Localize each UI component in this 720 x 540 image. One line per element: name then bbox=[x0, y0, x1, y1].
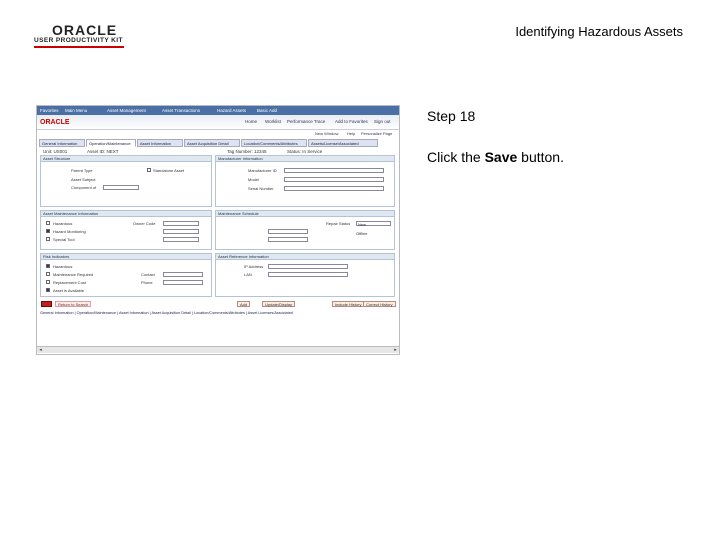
tab-acquisition-detail[interactable]: Asset Acquisition Detail bbox=[184, 139, 240, 147]
panel-header: Manufacturer Information bbox=[216, 156, 394, 162]
update-display-button[interactable]: Update/Display bbox=[262, 301, 295, 307]
repair-status-select[interactable]: New bbox=[356, 221, 391, 226]
maint-required-label: Maintenance Required bbox=[53, 272, 94, 277]
menu-favorites[interactable]: Favorites bbox=[40, 108, 59, 113]
hazard-checkbox[interactable] bbox=[46, 221, 50, 225]
nav-add-favorites[interactable]: Add to Favorites bbox=[335, 119, 368, 124]
document-title: Identifying Hazardous Assets bbox=[515, 24, 683, 39]
oracle-upk-logo bbox=[34, 22, 124, 48]
instruction-target: Save bbox=[484, 149, 518, 165]
risk-indicators-panel bbox=[40, 253, 212, 297]
component-of-label: Component of bbox=[71, 185, 97, 190]
replacement-cost-label: Replacement Cost bbox=[53, 280, 86, 285]
asset-available-label: Asset is Available bbox=[53, 288, 85, 293]
save-button[interactable] bbox=[41, 301, 52, 307]
menu-asset-management[interactable]: Asset Management bbox=[107, 108, 146, 113]
include-history-button[interactable]: Include History bbox=[332, 301, 364, 307]
step-instruction bbox=[427, 149, 564, 165]
asset-available-checkbox[interactable] bbox=[46, 288, 50, 292]
parent-type-label: Parent Type bbox=[71, 168, 93, 173]
status-value: Status: In Service bbox=[287, 149, 323, 154]
phone-input[interactable] bbox=[163, 280, 203, 285]
scroll-left-icon[interactable]: ◂ bbox=[39, 347, 42, 353]
manufacturer-id-input[interactable] bbox=[284, 168, 384, 173]
ip-address-label: IP Address bbox=[244, 264, 264, 269]
offline-label: Offline bbox=[356, 231, 368, 236]
lan-label: LAN bbox=[244, 272, 252, 277]
panel-header: Asset Structure bbox=[41, 156, 211, 162]
menu-bar bbox=[37, 106, 399, 115]
tab-assets-license[interactable]: Assets/License/Associated bbox=[308, 139, 378, 147]
repair-status-label: Repair Status bbox=[326, 221, 351, 226]
nav-home[interactable]: Home bbox=[245, 119, 258, 124]
asset-id-value: Asset ID: NEXT bbox=[87, 149, 119, 154]
manufacturer-id-label: Manufacturer ID bbox=[248, 168, 277, 173]
asset-subject-label: Asset Subject bbox=[71, 177, 96, 182]
lan-input[interactable] bbox=[268, 272, 348, 277]
app-logo: ORACLE bbox=[40, 119, 70, 126]
instruction-suffix: button. bbox=[517, 149, 564, 165]
serial-input[interactable] bbox=[284, 186, 384, 191]
risk-checkbox-1[interactable] bbox=[46, 264, 50, 268]
instruction-prefix: Click the bbox=[427, 149, 485, 165]
add-button[interactable]: Add bbox=[237, 301, 250, 307]
asset-structure-panel bbox=[40, 155, 212, 207]
step-label: Step 18 bbox=[427, 108, 476, 124]
tab-asset-information[interactable]: Asset Information bbox=[137, 139, 183, 147]
logo-brand: ORACLE bbox=[52, 22, 118, 38]
maint-field-2[interactable] bbox=[163, 229, 199, 234]
asset-maintenance-panel bbox=[40, 210, 212, 250]
page-tabs bbox=[39, 139, 395, 147]
tab-operation-maintenance[interactable]: Operation/Maintenance bbox=[86, 139, 136, 147]
owner-code-select[interactable] bbox=[163, 221, 199, 226]
hazard-label: Hazardous bbox=[53, 221, 73, 226]
menu-main[interactable]: Main Menu bbox=[65, 108, 88, 113]
owner-code-label: Owner Code bbox=[133, 221, 156, 226]
menu-asset-transactions[interactable]: Asset Transactions bbox=[162, 108, 201, 113]
contact-label: Contact bbox=[141, 272, 155, 277]
serial-label: Serial Number bbox=[248, 186, 274, 191]
maintenance-schedule-panel bbox=[215, 210, 395, 250]
header-bar bbox=[37, 115, 399, 130]
sub-nav bbox=[37, 130, 399, 138]
schedule-input-2[interactable] bbox=[268, 237, 308, 242]
phone-label: Phone bbox=[141, 280, 153, 285]
hazard-monitoring-label: Hazard Monitoring bbox=[53, 229, 86, 234]
footer-links[interactable]: General Information | Operation/Maintenance | Asset Information | Asset Acquisition Detail | Location/Comments/Attributes | Asset Licenses/Associated bbox=[40, 311, 293, 315]
nav-worklist[interactable]: Worklist bbox=[265, 119, 281, 124]
panel-header: Asset Reference Information bbox=[216, 254, 394, 260]
tab-general-information[interactable]: General Information bbox=[39, 139, 85, 147]
panel-header: Risk Indicators bbox=[41, 254, 211, 260]
manufacturer-panel bbox=[215, 155, 395, 207]
menu-basic-add[interactable]: Basic Add bbox=[257, 108, 278, 113]
tag-number-value: Tag Number: 12345 bbox=[227, 149, 267, 154]
replacement-cost-checkbox[interactable] bbox=[46, 280, 50, 284]
subnav-help[interactable]: Help bbox=[347, 131, 356, 136]
nav-performance-trace[interactable]: Performance Trace bbox=[287, 119, 326, 124]
menu-hazard-assets[interactable]: Hazard Assets bbox=[217, 108, 247, 113]
unit-value: Unit: US001 bbox=[43, 149, 68, 154]
ip-address-input[interactable] bbox=[268, 264, 348, 269]
contact-input[interactable] bbox=[163, 272, 203, 277]
nav-sign-out[interactable]: Sign out bbox=[374, 119, 391, 124]
schedule-input[interactable] bbox=[268, 229, 308, 234]
special-tool-label: Special Tool bbox=[53, 237, 75, 242]
standalone-label: Standalone Asset bbox=[153, 168, 185, 173]
horizontal-scrollbar[interactable] bbox=[37, 346, 399, 353]
maint-field-3[interactable] bbox=[163, 237, 199, 242]
standalone-checkbox[interactable] bbox=[147, 168, 151, 172]
logo-rule bbox=[34, 46, 124, 48]
subnav-personalize[interactable]: Personalize Page bbox=[361, 131, 393, 136]
special-tool-checkbox[interactable] bbox=[46, 237, 50, 241]
panel-header: Asset Maintenance Information bbox=[41, 211, 211, 217]
risk-label-1: Hazardous bbox=[53, 264, 73, 269]
component-of-input[interactable] bbox=[103, 185, 139, 190]
hazard-monitoring-checkbox[interactable] bbox=[46, 229, 50, 233]
panel-header: Maintenance Schedule bbox=[216, 211, 394, 217]
scroll-right-icon[interactable]: ▸ bbox=[394, 347, 397, 353]
logo-subtitle: USER PRODUCTIVITY KIT bbox=[34, 37, 123, 44]
model-input[interactable] bbox=[284, 177, 384, 182]
asset-reference-panel bbox=[215, 253, 395, 297]
return-search-button[interactable]: Return to Search bbox=[55, 301, 91, 307]
correct-history-button[interactable]: Correct History bbox=[363, 301, 396, 307]
subnav-new-window[interactable]: New Window bbox=[315, 131, 339, 136]
model-label: Model bbox=[248, 177, 259, 182]
maint-required-checkbox[interactable] bbox=[46, 272, 50, 276]
application-screenshot bbox=[36, 105, 400, 355]
tab-location-comments[interactable]: Location/Comments/Attributes bbox=[241, 139, 307, 147]
